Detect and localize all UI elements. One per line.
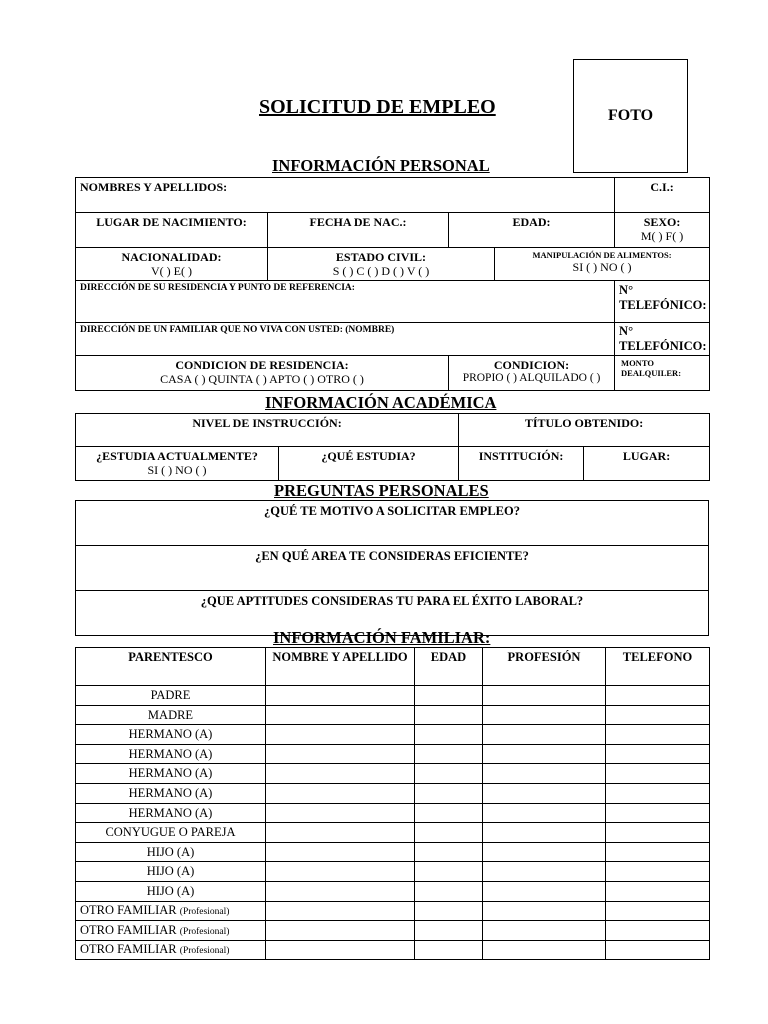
residence-field[interactable] — [76, 356, 449, 391]
relative-address-field[interactable] — [76, 323, 615, 356]
question-efficiency-area[interactable]: ¿EN QUÉ AREA TE CONSIDERAS EFICIENTE? — [76, 546, 709, 591]
civil-status-field[interactable] — [268, 248, 495, 281]
phone-cell[interactable] — [606, 705, 710, 725]
relationship-cell: CONYUGUE O PAREJA — [76, 823, 266, 843]
names-label: NOMBRES Y APELLIDOS: — [80, 180, 228, 194]
name-cell[interactable] — [266, 686, 415, 706]
place-field[interactable] — [584, 447, 710, 481]
section-questions-title: PREGUNTAS PERSONALES — [274, 481, 489, 500]
phone-cell[interactable] — [606, 881, 710, 901]
table-row — [76, 921, 710, 941]
nationality-options[interactable]: V( ) E( ) — [151, 264, 192, 279]
table-row — [76, 705, 710, 725]
section-academic-title: INFORMACIÓN ACADÉMICA — [265, 393, 497, 412]
table-row — [76, 725, 710, 745]
name-cell[interactable] — [266, 940, 415, 960]
rent-label: MONTO DEALQUILER: — [621, 358, 682, 379]
phone-cell[interactable] — [606, 783, 710, 803]
profession-cell[interactable] — [483, 842, 606, 862]
profession-cell[interactable] — [483, 686, 606, 706]
profession-cell[interactable] — [483, 940, 606, 960]
age-cell[interactable] — [415, 842, 483, 862]
condition-options[interactable]: PROPIO ( ) ALQUILADO ( ) — [462, 372, 601, 385]
personal-questions-table — [75, 500, 709, 636]
phone1-label: N° TELEFÓNICO: — [619, 283, 707, 312]
name-cell[interactable] — [266, 881, 415, 901]
condition-label: CONDICION: — [493, 358, 570, 372]
table-row — [76, 764, 710, 784]
family-header-age: EDAD — [415, 648, 483, 686]
professional-note: (Profesional) — [179, 946, 230, 957]
phone-cell[interactable] — [606, 725, 710, 745]
profession-cell[interactable] — [483, 744, 606, 764]
table-row — [76, 686, 710, 706]
age-cell[interactable] — [415, 725, 483, 745]
age-cell[interactable] — [415, 686, 483, 706]
age-field[interactable] — [449, 213, 615, 248]
sex-label: SEXO: — [643, 215, 681, 229]
profession-cell[interactable] — [483, 921, 606, 941]
profession-cell[interactable] — [483, 705, 606, 725]
age-cell[interactable] — [415, 705, 483, 725]
name-cell[interactable] — [266, 901, 415, 921]
relationship-cell: HIJO (A) — [76, 881, 266, 901]
phone-cell[interactable] — [606, 686, 710, 706]
education-level-field[interactable] — [76, 414, 459, 447]
relationship-cell — [76, 901, 266, 921]
personal-info-table — [75, 177, 710, 391]
table-row — [76, 783, 710, 803]
table-row — [76, 744, 710, 764]
address-field[interactable] — [76, 281, 615, 323]
phone-cell[interactable] — [606, 862, 710, 882]
phone2-label: N° TELEFÓNICO: — [619, 324, 707, 353]
studying-label: ¿ESTUDIA ACTUALMENTE? — [96, 449, 258, 463]
age-cell[interactable] — [415, 901, 483, 921]
nationality-label: NACIONALIDAD: — [121, 250, 222, 264]
phone-cell[interactable] — [606, 940, 710, 960]
food-handling-label: MANIPULACIÓN DE ALIMENTOS: — [532, 250, 672, 260]
studying-field[interactable] — [76, 447, 279, 481]
institution-field[interactable] — [459, 447, 584, 481]
nationality-field[interactable] — [76, 248, 268, 281]
phone-cell[interactable] — [606, 921, 710, 941]
names-field[interactable] — [76, 178, 615, 213]
question-motivation[interactable]: ¿QUÉ TE MOTIVO A SOLICITAR EMPLEO? — [76, 501, 709, 546]
education-level-label: NIVEL DE INSTRUCCIÓN: — [192, 416, 342, 430]
phone-cell[interactable] — [606, 764, 710, 784]
table-row — [76, 823, 710, 843]
degree-field[interactable] — [459, 414, 710, 447]
institution-label: INSTITUCIÓN: — [478, 449, 564, 463]
profession-cell[interactable] — [483, 764, 606, 784]
age-cell[interactable] — [415, 744, 483, 764]
table-row — [76, 901, 710, 921]
residence-label: CONDICION DE RESIDENCIA: — [175, 358, 349, 372]
relationship-cell: HIJO (A) — [76, 842, 266, 862]
age-cell[interactable] — [415, 862, 483, 882]
table-row — [76, 881, 710, 901]
profession-cell[interactable] — [483, 823, 606, 843]
relationship-cell: HERMANO (A) — [76, 783, 266, 803]
profession-cell[interactable] — [483, 862, 606, 882]
age-cell[interactable] — [415, 803, 483, 823]
name-cell[interactable] — [266, 725, 415, 745]
table-row — [76, 842, 710, 862]
birthplace-label: LUGAR DE NACIMIENTO: — [96, 215, 247, 229]
ci-field[interactable] — [615, 178, 710, 213]
relationship-cell — [76, 940, 266, 960]
relationship-text: OTRO FAMILIAR — [80, 903, 177, 918]
age-cell[interactable] — [415, 783, 483, 803]
relationship-cell: PADRE — [76, 686, 266, 706]
degree-label: TÍTULO OBTENIDO: — [524, 416, 644, 430]
phone-cell[interactable] — [606, 842, 710, 862]
age-label: EDAD: — [512, 215, 551, 229]
name-cell[interactable] — [266, 764, 415, 784]
family-header-name: NOMBRE Y APELLIDO — [266, 648, 415, 686]
food-handling-options[interactable]: SI ( ) NO ( ) — [572, 260, 632, 275]
name-cell[interactable] — [266, 803, 415, 823]
family-info-table — [75, 647, 710, 960]
name-cell[interactable] — [266, 783, 415, 803]
section-family-title: INFORMACIÓN FAMILIAR: — [273, 628, 491, 647]
phone-cell[interactable] — [606, 744, 710, 764]
what-studies-label: ¿QUÉ ESTUDIA? — [321, 449, 416, 463]
place-label: LUGAR: — [622, 449, 671, 463]
age-cell[interactable] — [415, 921, 483, 941]
residence-options[interactable]: CASA ( ) QUINTA ( ) APTO ( ) OTRO ( ) — [160, 372, 364, 387]
age-cell[interactable] — [415, 823, 483, 843]
relationship-cell: HERMANO (A) — [76, 725, 266, 745]
phone-cell[interactable] — [606, 901, 710, 921]
age-cell[interactable] — [415, 764, 483, 784]
family-header-phone: TELEFONO — [606, 648, 710, 686]
photo-label: FOTO — [607, 107, 654, 124]
page-title: SOLICITUD DE EMPLEO — [259, 96, 496, 118]
relationship-cell: HERMANO (A) — [76, 764, 266, 784]
name-cell[interactable] — [266, 705, 415, 725]
relationship-cell: HIJO (A) — [76, 862, 266, 882]
rent-field[interactable] — [615, 356, 710, 391]
name-cell[interactable] — [266, 921, 415, 941]
relationship-cell: MADRE — [76, 705, 266, 725]
sex-options[interactable]: M( ) F( ) — [640, 229, 684, 244]
phone-cell[interactable] — [606, 803, 710, 823]
relationship-text: OTRO FAMILIAR — [80, 942, 177, 957]
name-cell[interactable] — [266, 823, 415, 843]
family-header-relationship: PARENTESCO — [76, 648, 266, 686]
age-cell[interactable] — [415, 940, 483, 960]
section-personal-title: INFORMACIÓN PERSONAL — [272, 156, 490, 175]
table-row — [76, 862, 710, 882]
civil-status-options[interactable]: S ( ) C ( ) D ( ) V ( ) — [332, 264, 430, 279]
photo-box[interactable] — [573, 59, 688, 173]
sex-field[interactable] — [615, 213, 710, 248]
phone-cell[interactable] — [606, 823, 710, 843]
address-label: DIRECCIÓN DE SU RESIDENCIA Y PUNTO DE REFERENCIA: — [80, 283, 355, 293]
profession-cell[interactable] — [483, 783, 606, 803]
family-header-profession: PROFESIÓN — [483, 648, 606, 686]
profession-cell[interactable] — [483, 881, 606, 901]
birthdate-label: FECHA DE NAC.: — [309, 215, 407, 229]
profession-cell[interactable] — [483, 901, 606, 921]
profession-cell[interactable] — [483, 725, 606, 745]
studying-options[interactable]: SI ( ) NO ( ) — [147, 463, 207, 478]
birthplace-field[interactable] — [76, 213, 268, 248]
table-row — [76, 940, 710, 960]
ci-label: C.I.: — [650, 180, 674, 194]
condition-field[interactable] — [449, 356, 615, 391]
question-aptitudes[interactable]: ¿QUE APTITUDES CONSIDERAS TU PARA EL ÉXITO LABORAL? — [76, 591, 709, 636]
phone2-field[interactable] — [615, 323, 710, 356]
profession-cell[interactable] — [483, 803, 606, 823]
professional-note: (Profesional) — [179, 907, 230, 918]
age-cell[interactable] — [415, 881, 483, 901]
food-handling-field[interactable] — [495, 248, 710, 281]
what-studies-field[interactable] — [279, 447, 459, 481]
phone1-field[interactable] — [615, 281, 710, 323]
relationship-cell: HERMANO (A) — [76, 744, 266, 764]
table-row — [76, 803, 710, 823]
relationship-text: OTRO FAMILIAR — [80, 922, 177, 937]
birthdate-field[interactable] — [268, 213, 449, 248]
relationship-cell: HERMANO (A) — [76, 803, 266, 823]
civil-status-label: ESTADO CIVIL: — [335, 250, 427, 264]
professional-note: (Profesional) — [179, 926, 230, 937]
relationship-cell — [76, 921, 266, 941]
name-cell[interactable] — [266, 842, 415, 862]
name-cell[interactable] — [266, 862, 415, 882]
academic-info-table — [75, 413, 710, 481]
relative-address-label: DIRECCIÓN DE UN FAMILIAR QUE NO VIVA CON USTED: (NOMBRE) — [80, 325, 395, 335]
name-cell[interactable] — [266, 744, 415, 764]
